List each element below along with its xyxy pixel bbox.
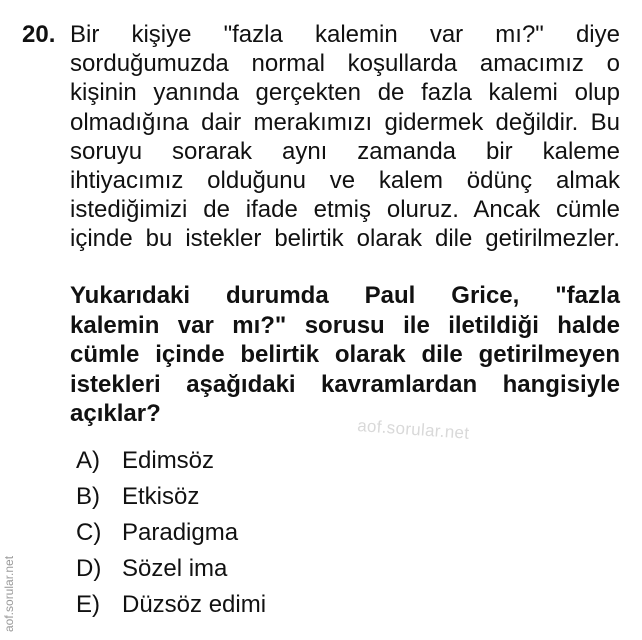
prompt-line: kalemin var mı?" sorusu ile iletildiği halde <box>70 311 620 339</box>
stem-line: istediğimizi de ifade etmiş oluruz. Ancak cümle <box>70 196 620 224</box>
prompt-line: Yukarıdaki durumda Paul Grice, "fazla <box>70 282 620 309</box>
option-d[interactable] <box>76 554 266 590</box>
stem-line: ihtiyacımız olduğunu ve kalem ödünç almak <box>70 167 620 195</box>
stem-line: sorduğumuzda normal koşullarda amacımız o <box>70 50 620 78</box>
option-c[interactable] <box>76 518 266 554</box>
stem-line: kişinin yanında gerçekten de fazla kalemi olup <box>70 79 620 107</box>
stem-line: Bir kişiye "fazla kalemin var mı?" diye <box>70 21 620 48</box>
stem-line: içinde bu istekler belirtik olarak dile getirilmezler. <box>70 225 620 253</box>
side-watermark: aof.sorular.net <box>2 555 16 632</box>
prompt-line: cümle içinde belirtik olarak dile getirilmeyen <box>70 341 620 368</box>
option-letter: B) <box>76 483 100 510</box>
question-stem <box>70 20 620 254</box>
question-prompt <box>70 281 620 429</box>
option-letter: D) <box>76 555 102 582</box>
stem-line: soruyu sorarak aynı zamanda bir kaleme <box>70 137 620 165</box>
option-text: Sözel ima <box>122 555 228 582</box>
option-text: Düzsöz edimi <box>122 591 267 618</box>
watermark: aof.sorular.net <box>356 416 470 443</box>
option-letter: A) <box>76 447 100 474</box>
option-text: Edimsöz <box>122 447 215 474</box>
option-b[interactable] <box>76 482 266 518</box>
question-number: 20. <box>22 21 56 48</box>
option-text: Etkisöz <box>122 483 200 510</box>
prompt-line: istekleri aşağıdaki kavramlardan hangisiyle <box>70 370 620 398</box>
prompt-line: açıklar? <box>70 400 161 427</box>
stem-line: olmadığına dair merakımızı gidermek değildir. Bu <box>70 108 620 136</box>
option-a[interactable] <box>76 446 266 482</box>
option-letter: E) <box>76 591 100 618</box>
option-e[interactable] <box>76 590 266 626</box>
option-text: Paradigma <box>122 519 239 546</box>
answer-options <box>76 446 266 626</box>
option-letter: C) <box>76 519 102 546</box>
